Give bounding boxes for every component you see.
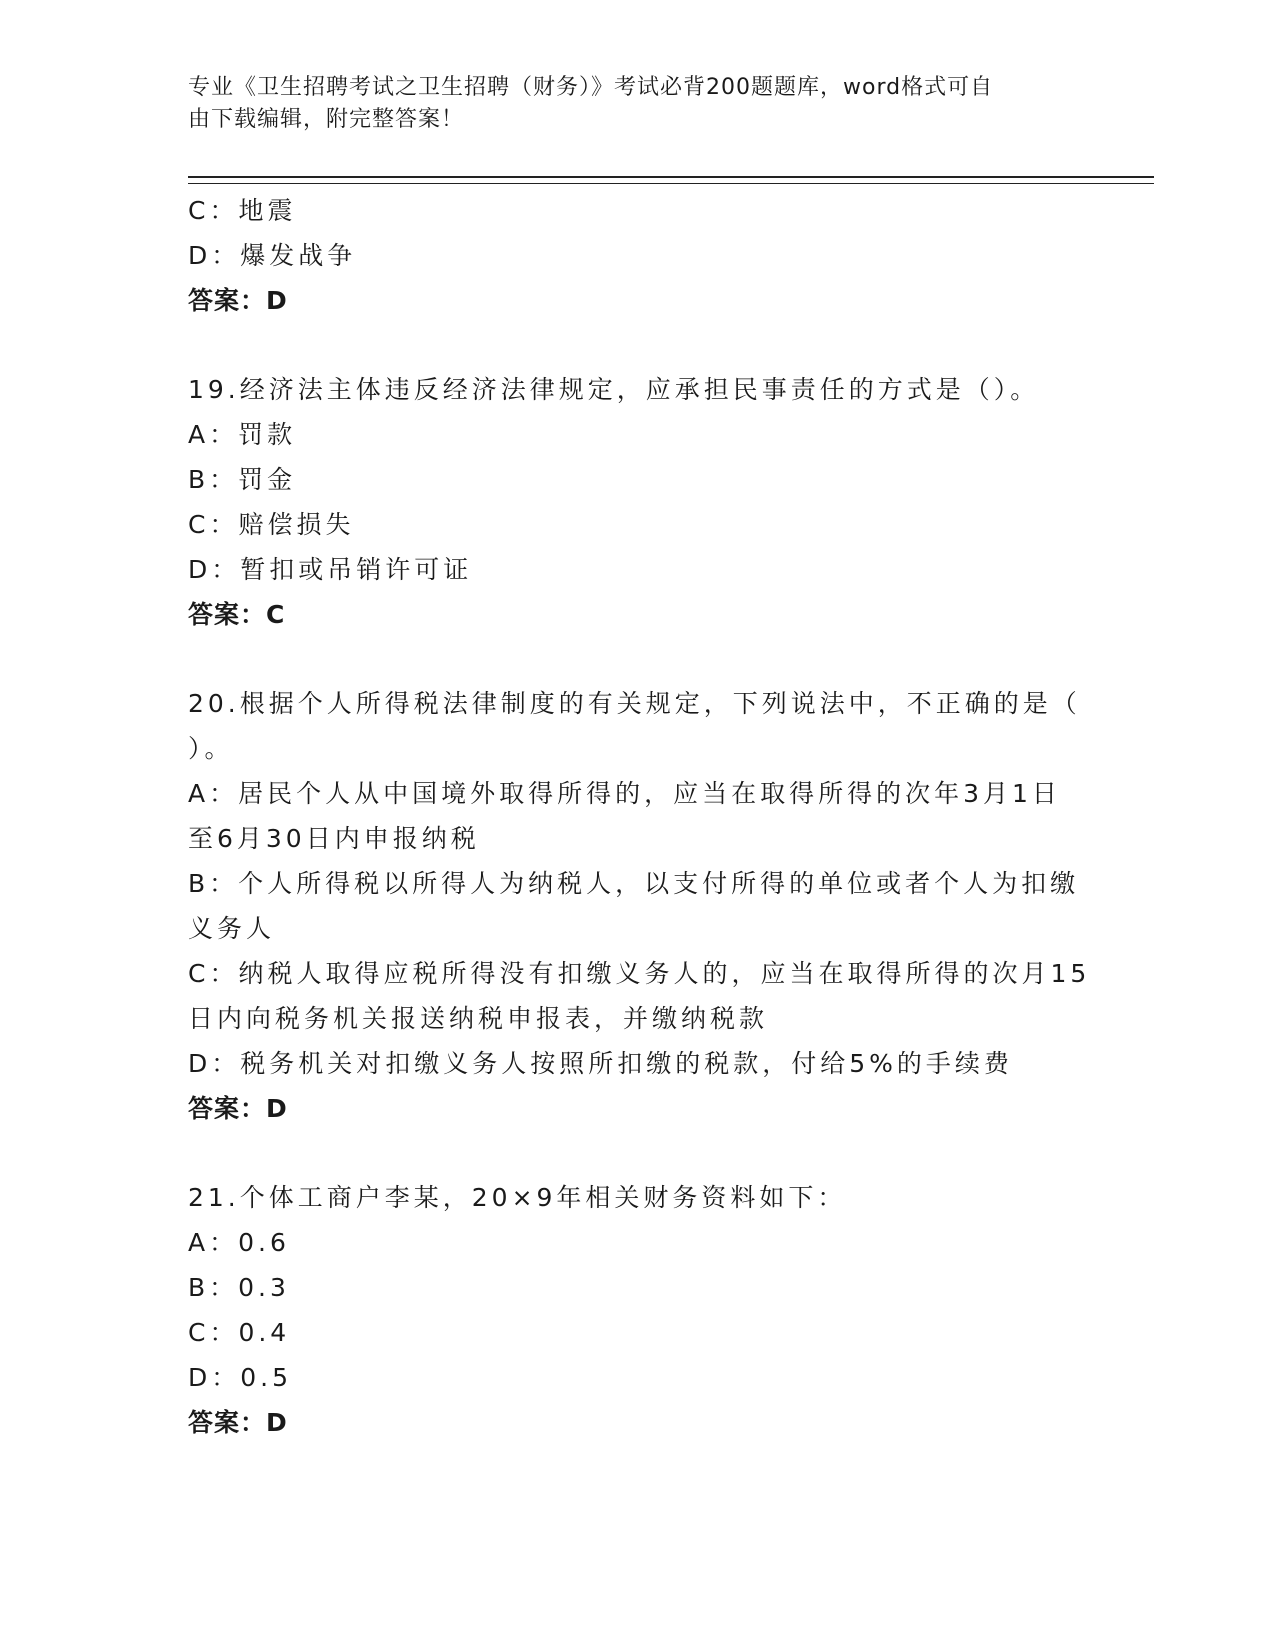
option-b-line-1: B：个人所得税以所得人为纳税人，以支付所得的单位或者个人为扣缴 <box>188 869 1080 898</box>
answer-line: 答案：C <box>188 600 286 629</box>
header-line-1: 专业《卫生招聘考试之卫生招聘（财务）》考试必背200题题库，word格式可自 <box>188 75 994 100</box>
header-line-2: 由下载编辑，附完整答案！ <box>188 107 465 132</box>
option-a: A：0.6 <box>188 1228 290 1257</box>
question-stem-line-1: 20.根据个人所得税法律制度的有关规定，下列说法中，不正确的是（ <box>188 689 1081 718</box>
answer-line: 答案：D <box>188 1408 288 1437</box>
answer-line: 答案：D <box>188 286 288 315</box>
option-d: D：爆发战争 <box>188 241 357 270</box>
document-header <box>188 72 1068 136</box>
option-a-line-1: A：居民个人从中国境外取得所得的，应当在取得所得的次年3月1日 <box>188 779 1061 808</box>
option-c: C：赔偿损失 <box>188 510 355 539</box>
header-rule-thin <box>188 183 1154 184</box>
answer-line: 答案：D <box>188 1094 288 1123</box>
option-b-line-2: 义务人 <box>188 914 276 943</box>
option-d-line-1: D：税务机关对扣缴义务人按照所扣缴的税款，付给5%的手续费 <box>188 1049 1013 1078</box>
option-c: C：0.4 <box>188 1318 291 1347</box>
question-18-tail <box>188 188 1108 323</box>
question-stem-line-2: ）。 <box>188 734 234 763</box>
option-b: B：罚金 <box>188 465 297 494</box>
question-19 <box>188 367 1108 637</box>
question-list <box>188 188 1108 1445</box>
option-a: A：罚款 <box>188 420 297 449</box>
question-21 <box>188 1175 1108 1445</box>
question-stem: 21.个体工商户李某，20×9年相关财务资料如下： <box>188 1183 847 1212</box>
option-b: B：0.3 <box>188 1273 290 1302</box>
option-d: D：0.5 <box>188 1363 293 1392</box>
option-c: C：地震 <box>188 196 297 225</box>
option-c-line-2: 日内向税务机关报送纳税申报表，并缴纳税款 <box>188 1004 769 1033</box>
question-stem: 19.经济法主体违反经济法律规定，应承担民事责任的方式是（）。 <box>188 375 1040 404</box>
option-d: D：暂扣或吊销许可证 <box>188 555 473 584</box>
question-20 <box>188 681 1108 1131</box>
option-c-line-1: C：纳税人取得应税所得没有扣缴义务人的，应当在取得所得的次月15 <box>188 959 1091 988</box>
option-a-line-2: 至6月30日内申报纳税 <box>188 824 480 853</box>
header-rule-thick <box>188 176 1154 178</box>
